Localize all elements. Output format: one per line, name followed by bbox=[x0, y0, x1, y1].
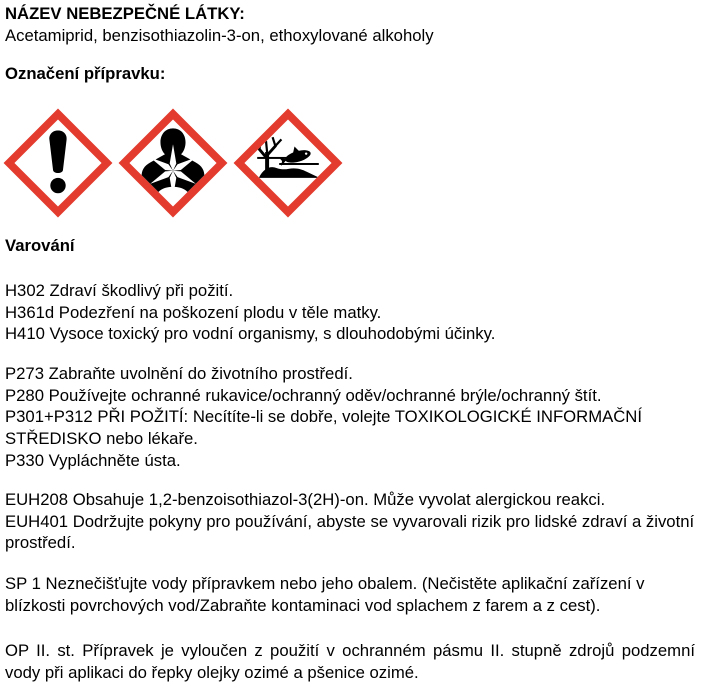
ghs-pictogram-row bbox=[3, 108, 695, 218]
signal-word: Varování bbox=[5, 235, 75, 255]
precautionary-statement-p273: P273 Zabraňte uvolnění do životního prostředí. bbox=[5, 363, 353, 383]
euh-statements-block bbox=[5, 489, 695, 554]
op-statement: OP II. st. Přípravek je vyloučen z použití v ochranném pásmu II. stupně zdrojů podzemní vody při aplikaci do řepky olejky ozimé a pšenice ozimé. bbox=[5, 640, 695, 682]
ghs09-environment-icon bbox=[233, 108, 343, 218]
ghs07-exclamation-icon bbox=[3, 108, 113, 218]
hazard-statement-h410: H410 Vysoce toxický pro vodní organismy, s dlouhodobými účinky. bbox=[5, 324, 496, 344]
euh-statement-euh401: EUH401 Dodržujte pokyny pro používání, abyste se vyvarovali rizik pro lidské zdraví a životní prostředí. bbox=[5, 511, 695, 553]
sp-statement: SP 1 Neznečišťujte vody přípravkem nebo jeho obalem. (Nečistěte aplikační zařízení v blízkosti povrchových vod/Zabraňte kontaminaci vod splachem z farem a z cest). bbox=[5, 574, 645, 615]
euh-statement-euh208: EUH208 Obsahuje 1,2-benzoisothiazol-3(2H)-on. Může vyvolat alergickou reakci. bbox=[5, 489, 606, 509]
ghs-label-document bbox=[5, 3, 695, 683]
hazard-statement-h361d: H361d Podezření na poškození plodu v těle matky. bbox=[5, 302, 382, 322]
hazard-statement-h302: H302 Zdraví škodlivý při požití. bbox=[5, 280, 234, 300]
substance-names: Acetamiprid, benzisothiazolin-3-on, ethoxylované alkoholy bbox=[5, 25, 434, 45]
ghs08-health-hazard-icon bbox=[118, 108, 228, 218]
precautionary-statement-p280: P280 Používejte ochranné rukavice/ochranný oděv/ochranné brýle/ochranný štít. bbox=[5, 385, 602, 405]
precautionary-statements-block bbox=[5, 363, 695, 472]
precautionary-statement-p301-p312: P301+P312 PŘI POŽITÍ: Necítíte-li se dobře, volejte TOXIKOLOGICKÉ INFORMAČNÍ STŘEDISKO nebo lékaře. bbox=[5, 407, 642, 449]
product-designation-heading: Označení přípravku: bbox=[5, 63, 166, 83]
precautionary-statement-p330: P330 Vypláchněte ústa. bbox=[5, 450, 181, 470]
hazard-statements-block bbox=[5, 280, 695, 345]
substance-name-heading: NÁZEV NEBEZPEČNÉ LÁTKY: bbox=[5, 4, 245, 23]
